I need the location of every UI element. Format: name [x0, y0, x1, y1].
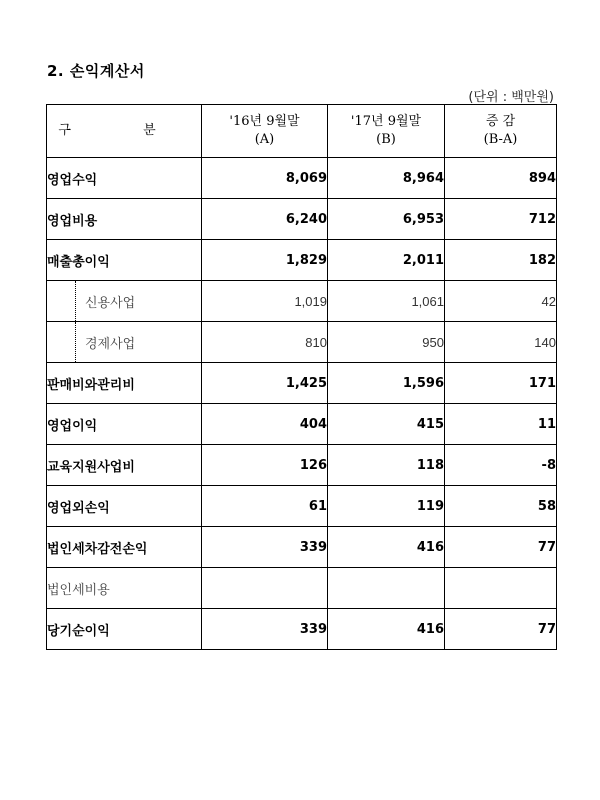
row-label: 교육지원사업비 — [47, 445, 202, 486]
cell-b: 950 — [328, 322, 445, 363]
header-col-b-code: (B) — [376, 132, 396, 147]
header-col-c-title: 증 감 — [485, 114, 516, 129]
table-row — [47, 609, 557, 650]
sub-row-label — [47, 281, 202, 322]
cell-a: 404 — [202, 404, 328, 445]
table-row — [47, 527, 557, 568]
table-row — [47, 486, 557, 527]
table-row — [47, 568, 557, 609]
cell-c: 77 — [445, 609, 557, 650]
cell-a — [202, 568, 328, 609]
table-row — [47, 240, 557, 281]
cell-a: 61 — [202, 486, 328, 527]
unit-note: (단위 : 백만원) — [468, 90, 554, 105]
cell-b: 6,953 — [328, 199, 445, 240]
cell-c: 11 — [445, 404, 557, 445]
cell-b: 416 — [328, 609, 445, 650]
cell-c: 42 — [445, 281, 557, 322]
cell-b: 2,011 — [328, 240, 445, 281]
cell-c — [445, 568, 557, 609]
cell-c: 894 — [445, 158, 557, 199]
sub-row — [47, 322, 557, 363]
cell-b: 8,964 — [328, 158, 445, 199]
header-col-b-period: '17년 9월말 — [350, 114, 422, 129]
table-row — [47, 363, 557, 404]
cell-c: -8 — [445, 445, 557, 486]
row-label: 판매비와관리비 — [47, 363, 202, 404]
cell-b: 1,596 — [328, 363, 445, 404]
row-label: 법인세비용 — [47, 568, 202, 609]
cell-b: 119 — [328, 486, 445, 527]
cell-a: 1,829 — [202, 240, 328, 281]
cell-a: 1,425 — [202, 363, 328, 404]
row-label: 영업비용 — [47, 199, 202, 240]
cell-c: 140 — [445, 322, 557, 363]
cell-b — [328, 568, 445, 609]
row-label: 영업수익 — [47, 158, 202, 199]
row-label: 영업이익 — [47, 404, 202, 445]
cell-c: 58 — [445, 486, 557, 527]
table-row — [47, 199, 557, 240]
cell-b: 416 — [328, 527, 445, 568]
row-label: 매출총이익 — [47, 240, 202, 281]
table-row — [47, 158, 557, 199]
header-col-a-period: '16년 9월말 — [229, 114, 300, 129]
cell-b: 415 — [328, 404, 445, 445]
sub-indent-guide — [75, 281, 76, 321]
header-category: 구 분 — [47, 105, 202, 158]
row-label: 영업외손익 — [47, 486, 202, 527]
cell-a: 339 — [202, 609, 328, 650]
cell-a: 339 — [202, 527, 328, 568]
sub-row — [47, 281, 557, 322]
table-row — [47, 445, 557, 486]
sub-row-label — [47, 322, 202, 363]
header-col-a — [202, 105, 328, 158]
cell-b: 118 — [328, 445, 445, 486]
header-col-a-code: (A) — [254, 132, 275, 147]
cell-c: 182 — [445, 240, 557, 281]
row-label: 당기순이익 — [47, 609, 202, 650]
header-col-c-formula: (B-A) — [483, 132, 518, 147]
cell-a: 810 — [202, 322, 328, 363]
cell-a: 126 — [202, 445, 328, 486]
table-row — [47, 404, 557, 445]
cell-a: 8,069 — [202, 158, 328, 199]
cell-a: 1,019 — [202, 281, 328, 322]
sub-row-text: 신용사업 — [85, 295, 136, 311]
row-label: 법인세차감전손익 — [47, 527, 202, 568]
header-row — [47, 105, 557, 158]
cell-a: 6,240 — [202, 199, 328, 240]
header-col-c — [445, 105, 557, 158]
section-title: 2. 손익계산서 — [47, 62, 145, 80]
income-statement-table — [46, 104, 557, 650]
sub-indent-guide — [75, 322, 76, 362]
cell-c: 171 — [445, 363, 557, 404]
cell-c: 712 — [445, 199, 557, 240]
sub-row-text: 경제사업 — [85, 336, 136, 352]
cell-c: 77 — [445, 527, 557, 568]
header-col-b — [328, 105, 445, 158]
cell-b: 1,061 — [328, 281, 445, 322]
